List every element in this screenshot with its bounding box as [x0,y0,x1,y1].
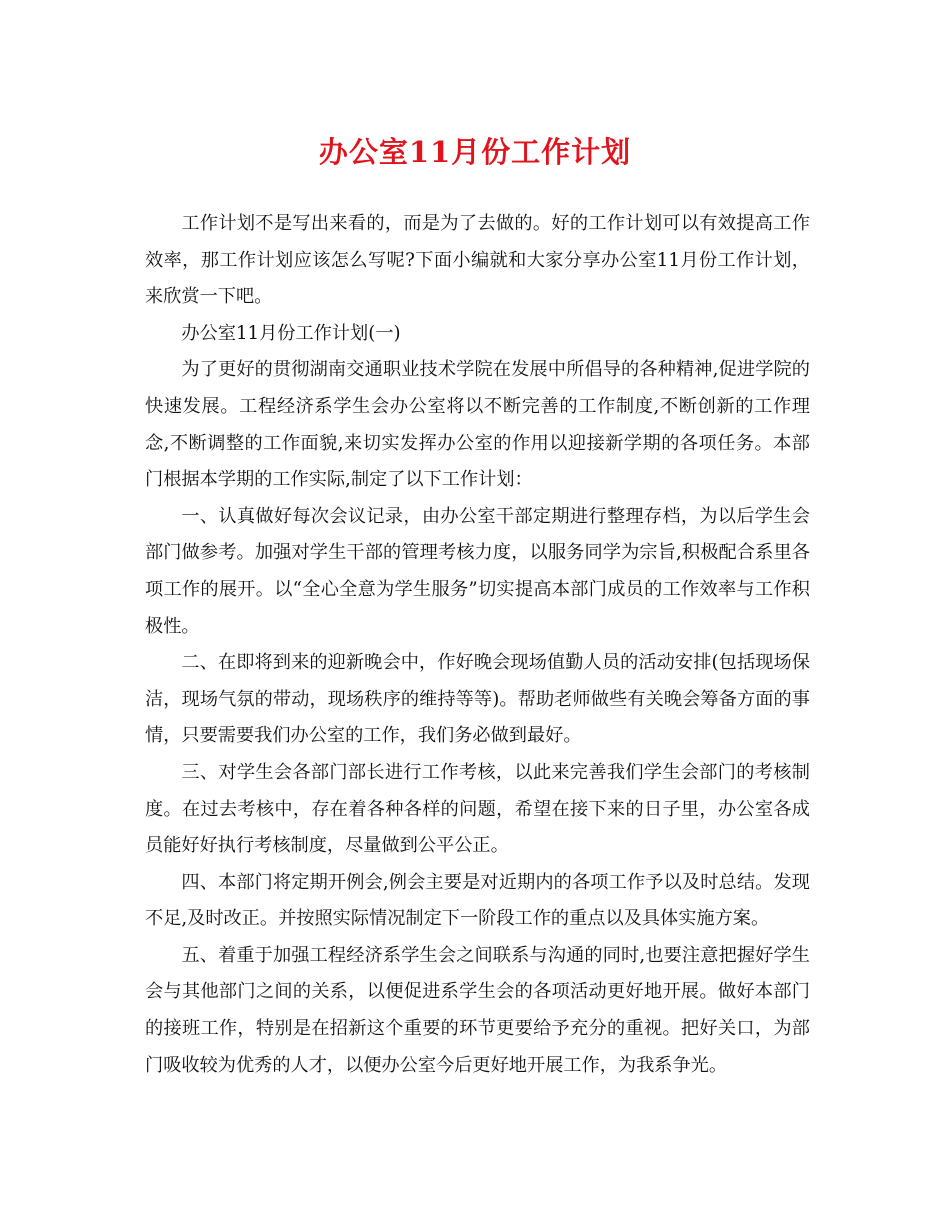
paragraph-item-5: 五、着重于加强工程经济系学生会之间联系与沟通的同时,也要注意把握好学生会与其他部门之间的关系，以便促进系学生会的各项活动更好地开展。做好本部门的接班工作，特别是在招新这个重要的环节更要给予充分的重视。把好关口，为部门吸收较为优秀的人才，以便办公室今后更好地开展工作，为我系争光。 [145,944,810,1076]
paragraph-preamble: 为了更好的贯彻湖南交通职业技术学院在发展中所倡导的各种精神,促进学院的快速发展。工程经济系学生会办公室将以不断完善的工作制度,不断创新的工作理念,不断调整的工作面貌,来切实发挥办公室的作用以迎接新学期的各项任务。本部门根据本学期的工作实际,制定了以下工作计划： [145,359,810,491]
paragraph-subheading: 办公室11月份工作计划(一) [181,322,401,344]
document-title: 办公室11月份工作计划 [318,135,632,169]
document-body [145,206,810,1084]
paragraph-item-3: 三、对学生会各部门部长进行工作考核，以此来完善我们学生会部门的考核制度。在过去考核中，存在着各种各样的问题，希望在接下来的日子里，办公室各成员能好好执行考核制度，尽量做到公平公正。 [145,761,810,857]
paragraph-item-4: 四、本部门将定期开例会,例会主要是对近期内的各项工作予以及时总结。发现不足,及时改正。并按照实际情况制定下一阶段工作的重点以及具体实施方案。 [145,871,810,930]
paragraph-item-2: 二、在即将到来的迎新晚会中，作好晚会现场值勤人员的活动安排(包括现场保洁，现场气氛的带动，现场秩序的维持等等)。帮助老师做些有关晚会筹备方面的事情，只要需要我们办公室的工作，我们务必做到最好。 [145,652,810,747]
paragraph-item-1: 一、认真做好每次会议记录，由办公室干部定期进行整理存档，为以后学生会部门做参考。加强对学生干部的管理考核力度，以服务同学为宗旨,积极配合系里各项工作的展开。以“全心全意为学生服务”切实提高本部门成员的工作效率与工作积极性。 [145,505,810,637]
paragraph-intro: 工作计划不是写出来看的，而是为了去做的。好的工作计划可以有效提高工作效率，那工作计划应该怎么写呢?下面小编就和大家分享办公室11月份工作计划，来欣赏一下吧。 [145,213,810,308]
